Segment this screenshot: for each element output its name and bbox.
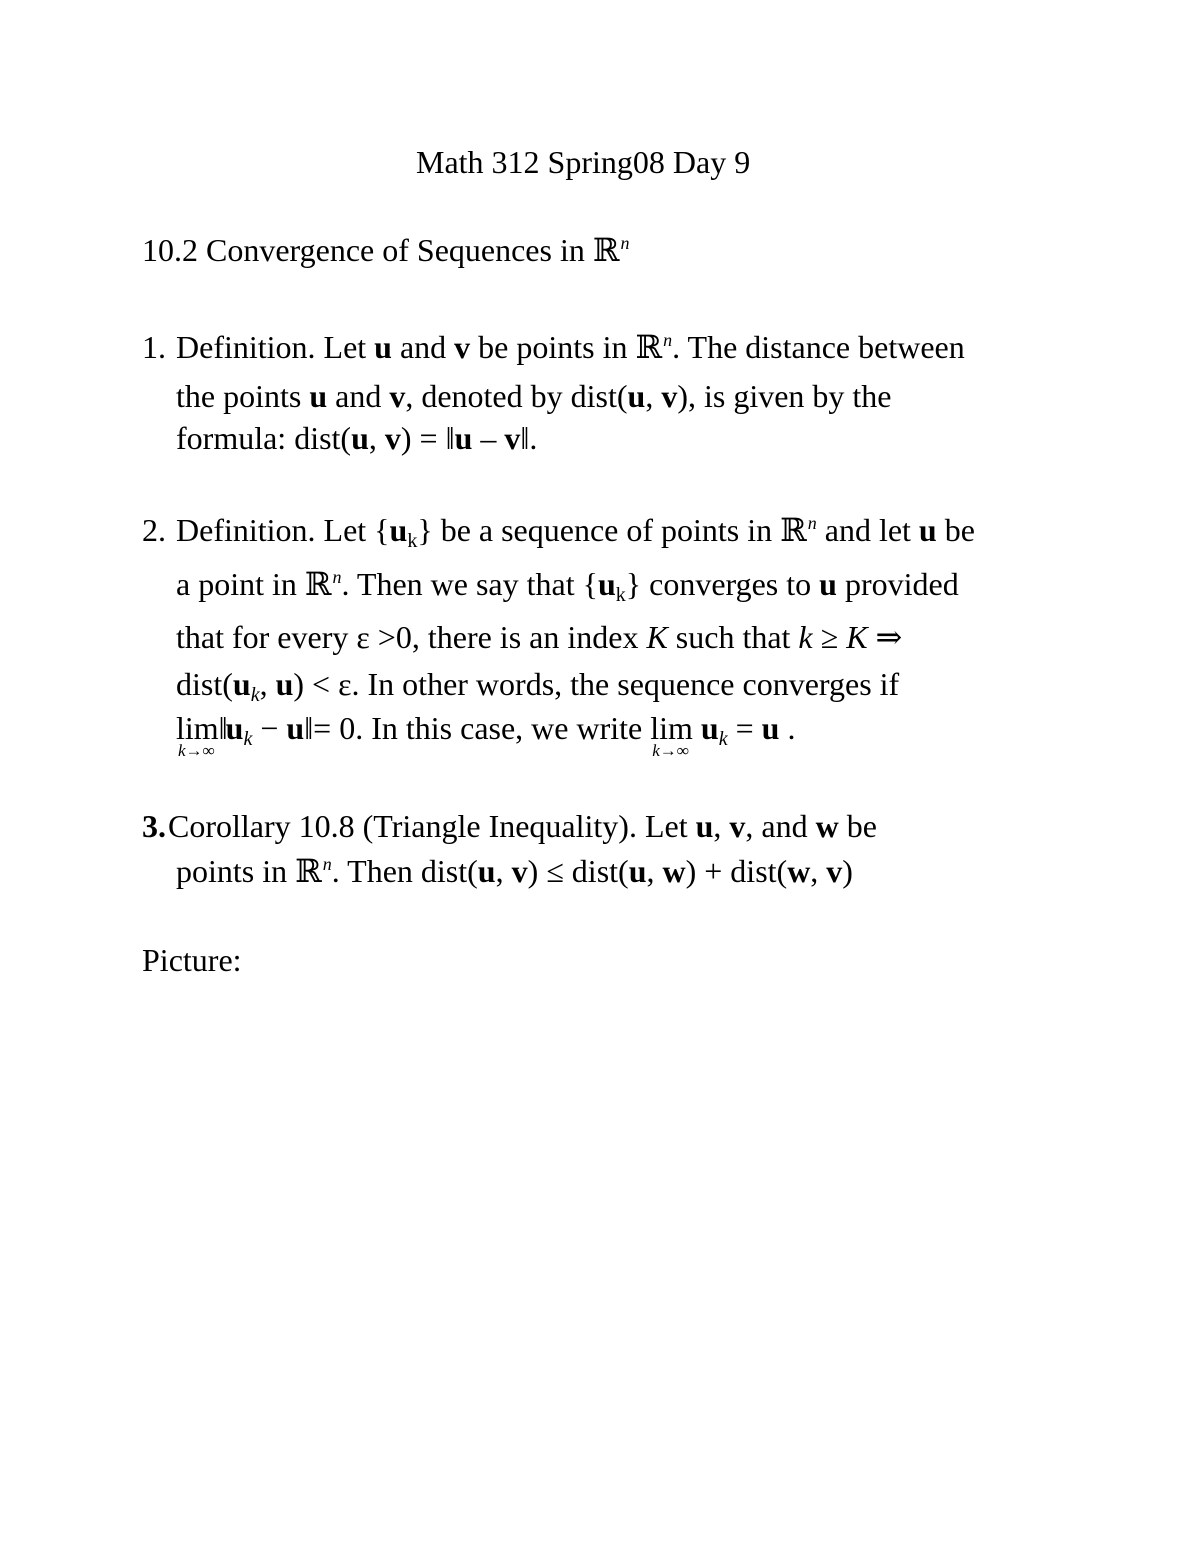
item3-line1: Corollary 10.8 (Triangle Inequality). Let u, v, and w be — [168, 808, 877, 844]
limit-expression-1: lim k→∞ — [176, 710, 219, 760]
item2-line4: dist(uk, u) < ε. In other words, the sequence converges if — [176, 666, 900, 706]
item2-line3: that for every ε >0, there is an index K such that k ≥ K ⇒ — [176, 619, 903, 655]
page-title: Math 312 Spring08 Day 9 — [416, 144, 751, 180]
item1-number: 1. — [142, 329, 166, 365]
item3-number: 3. — [142, 808, 166, 844]
item1-line3: formula: dist(u, v) = ‖u – v‖. — [176, 420, 538, 456]
picture-label: Picture: — [142, 942, 242, 978]
limit-expression-2: lim k→∞ — [650, 710, 693, 760]
item1-line2: the points u and v, denoted by dist(u, v), is given by the — [176, 378, 892, 414]
item2-line1: Definition. Let {uk} be a sequence of points in ℝ$^n$ and let u be — [176, 512, 975, 552]
item1-line1: Definition. Let u and v be points in ℝ$^n$. The distance between — [176, 329, 965, 365]
item2-line2: a point in ℝ$^n$. Then we say that {uk} converges to u provided — [176, 566, 959, 606]
item2-number: 2. — [142, 512, 166, 548]
section-heading: 10.2 Convergence of Sequences in ℝ$^n$ — [142, 232, 630, 268]
item2-line5: lim k→∞ ‖uk − u‖= 0. In this case, we write lim k→∞ uk = u . — [176, 710, 796, 760]
item3-line2: points in ℝ$^n$. Then dist(u, v) ≤ dist(u, w) + dist(w, v) — [176, 853, 853, 889]
